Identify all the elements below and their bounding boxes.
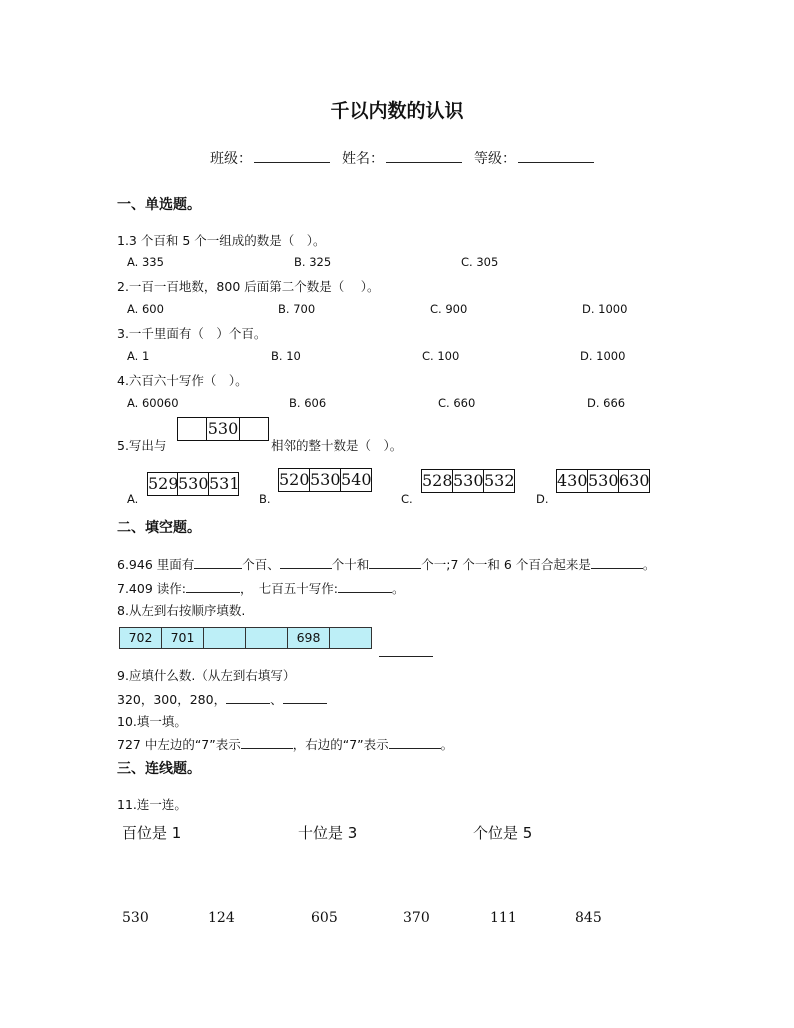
question-6 (117, 555, 655, 573)
q8-answer-line[interactable] (379, 656, 433, 657)
q5-option-c-letter[interactable]: C. (401, 492, 413, 506)
question-3: 3.一千里面有（ ）个百。 (117, 326, 267, 341)
q5-b-cell: 530 (310, 470, 341, 489)
question-9: 9.应填什么数.（从左到右填写） (117, 668, 296, 683)
q10-blank-left[interactable] (241, 736, 293, 749)
name-label: 姓名： (342, 151, 384, 167)
q5-option-c-box[interactable] (421, 469, 515, 493)
grade-blank[interactable] (518, 148, 594, 163)
q11-number[interactable]: 530 (122, 910, 149, 926)
q8-cell[interactable]: 701 (162, 628, 204, 648)
q5-b-cell: 540 (341, 470, 372, 489)
q5-option-d-letter[interactable]: D. (536, 492, 549, 506)
q5-box-center: 530 (207, 419, 239, 438)
question-11: 11.连一连。 (117, 797, 187, 812)
q11-label-tens[interactable]: 十位是 3 (298, 824, 358, 842)
question-8: 8.从左到右按顺序填数. (117, 603, 246, 618)
q9-text: 320，300，280， (117, 692, 227, 707)
q6-text: 个百、 (242, 557, 280, 572)
question-10: 10.填一填。 (117, 714, 187, 729)
q1-option-b[interactable]: B. 325 (294, 255, 332, 269)
q11-label-hundreds[interactable]: 百位是 1 (122, 824, 182, 842)
q3-option-d[interactable]: D. 1000 (580, 349, 626, 363)
q10-text: 727 中左边的“7”表示 (117, 737, 241, 752)
class-blank[interactable] (254, 148, 330, 163)
q10-text: ，右边的“7”表示 (292, 737, 389, 752)
q9-blank-1[interactable] (226, 691, 270, 704)
q5-option-a-letter[interactable]: A. (127, 492, 139, 506)
grade-label: 等级： (474, 151, 516, 167)
q4-option-c[interactable]: C. 660 (438, 396, 476, 410)
q5-b-cell: 520 (279, 470, 310, 489)
q8-cell[interactable] (204, 628, 246, 648)
q5-option-b-box[interactable] (278, 468, 372, 492)
q8-cell[interactable] (330, 628, 371, 648)
question-4: 4.六百六十写作（ ）。 (117, 373, 248, 388)
section-fill-in: 二、填空题。 (117, 520, 201, 536)
q3-option-b[interactable]: B. 10 (271, 349, 301, 363)
question-5-suffix: 相邻的整十数是（ ）。 (271, 438, 403, 453)
q5-box-blank-left (178, 418, 207, 440)
q8-sequence-strip (119, 627, 372, 649)
q3-option-c[interactable]: C. 100 (422, 349, 460, 363)
page-title: 千以内数的认识 (330, 100, 464, 122)
q6-text: 。 (642, 557, 656, 572)
q5-c-cell: 528 (422, 471, 453, 490)
q10-line (117, 735, 453, 753)
q7-text: 。 (391, 581, 405, 596)
q2-option-d[interactable]: D. 1000 (582, 302, 628, 316)
q11-number[interactable]: 605 (311, 910, 338, 926)
q11-number[interactable]: 124 (208, 910, 235, 926)
question-1: 1.3 个百和 5 个一组成的数是（ ）。 (117, 233, 326, 248)
q10-blank-right[interactable] (389, 736, 441, 749)
question-7 (117, 579, 404, 597)
q6-text: 个十和 (331, 557, 370, 572)
q5-d-cell: 430 (557, 471, 588, 490)
q5-option-b-letter[interactable]: B. (259, 492, 271, 506)
q8-cell[interactable]: 702 (120, 628, 162, 648)
q4-option-a[interactable]: A. 60060 (127, 396, 179, 410)
section-matching: 三、连线题。 (117, 761, 201, 777)
q5-center-box (177, 417, 269, 441)
section-single-choice: 一、单选题。 (117, 197, 201, 213)
name-blank[interactable] (386, 148, 462, 163)
q2-option-a[interactable]: A. 600 (127, 302, 164, 316)
q5-c-cell: 530 (453, 471, 484, 490)
q7-text: ， 七百五十写作: (239, 581, 338, 596)
q6-blank-ones[interactable] (369, 556, 421, 569)
q7-blank-read[interactable] (186, 580, 240, 593)
question-5-prefix: 5.写出与 (117, 438, 167, 453)
q9-text: 、 (270, 692, 283, 707)
q9-blank-2[interactable] (283, 691, 327, 704)
q5-option-d-box[interactable] (556, 469, 650, 493)
q11-number[interactable]: 111 (490, 910, 517, 926)
q5-a-cell: 529 (148, 474, 179, 493)
q5-option-a-box[interactable] (147, 472, 239, 496)
q6-blank-hundreds[interactable] (194, 556, 242, 569)
q11-number[interactable]: 845 (575, 910, 602, 926)
q7-blank-write[interactable] (338, 580, 392, 593)
q4-option-b[interactable]: B. 606 (289, 396, 327, 410)
q5-c-cell: 532 (484, 471, 515, 490)
question-2: 2.一百一百地数，800 后面第二个数是（ ）。 (117, 279, 380, 294)
q8-cell[interactable]: 698 (288, 628, 330, 648)
q11-number[interactable]: 370 (403, 910, 430, 926)
q5-a-cell: 530 (178, 474, 209, 493)
grade-field (474, 148, 594, 168)
q1-option-c[interactable]: C. 305 (461, 255, 499, 269)
q1-option-a[interactable]: A. 335 (127, 255, 164, 269)
q5-a-cell: 531 (209, 474, 240, 493)
q11-label-ones[interactable]: 个位是 5 (473, 824, 533, 842)
class-field (210, 148, 330, 168)
q6-blank-tens[interactable] (280, 556, 332, 569)
q6-blank-sum[interactable] (591, 556, 643, 569)
q4-option-d[interactable]: D. 666 (587, 396, 626, 410)
name-field (342, 148, 462, 168)
q2-option-b[interactable]: B. 700 (278, 302, 316, 316)
q9-sequence (117, 690, 327, 708)
q5-box-blank-right (240, 418, 268, 440)
q5-d-cell: 630 (619, 471, 650, 490)
q10-text: 。 (440, 737, 454, 752)
q8-cell[interactable] (246, 628, 288, 648)
class-label: 班级： (210, 151, 252, 167)
q6-text: 个一;7 个一和 6 个百合起来是 (421, 557, 591, 572)
q5-d-cell: 530 (588, 471, 619, 490)
q2-option-c[interactable]: C. 900 (430, 302, 468, 316)
q7-text: 7.409 读作: (117, 581, 186, 596)
q3-option-a[interactable]: A. 1 (127, 349, 150, 363)
q6-text: 6.946 里面有 (117, 557, 195, 572)
